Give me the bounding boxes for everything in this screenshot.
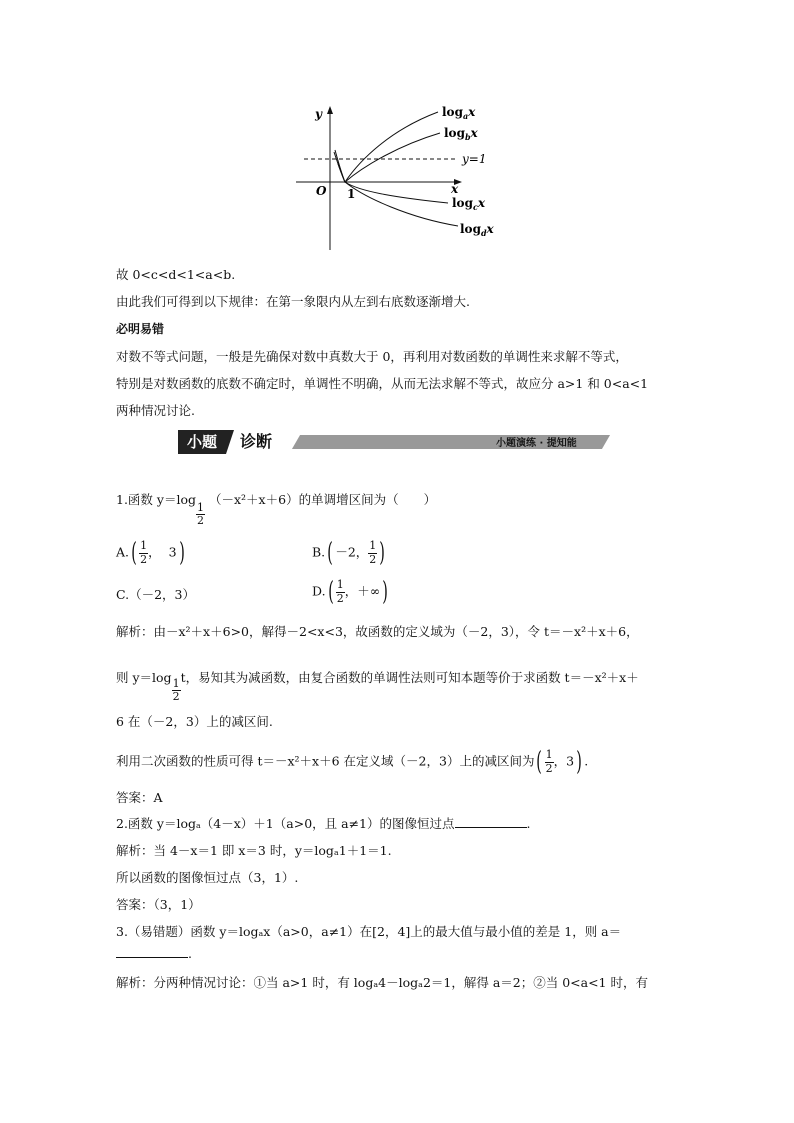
q1-solution-4: 利用二次函数的性质可得 t＝－x²＋x＋6 在定义域（－2，3）上的减区间为( $\frac{1}{2}$ ，3) . (116, 747, 589, 777)
axis-x-label: x (451, 182, 459, 196)
q1-option-a[interactable]: A.( $\frac{1}{2}$ ， 3) (116, 538, 185, 568)
q1-option-b[interactable]: B.( －2， $\frac{1}{2}$ ) (312, 538, 386, 568)
q3-answer-blank[interactable] (116, 947, 188, 958)
q1-solution-3: 6 在（－2，3）上的减区间. (116, 714, 273, 729)
q2-stem: 2.函数 y＝logₐ（4－x）＋1（a>0，且 a≠1）的图像恒过点 . (116, 816, 531, 831)
banner-slash (226, 430, 234, 454)
q3-solution-1: 解析：分两种情况讨论：①当 a>1 时，有 logₐ4－logₐ2＝1，解得 a＝2；②当 0<a<1 时，有 (116, 975, 648, 990)
curve-label-d: $\log_dx$ (460, 222, 494, 238)
hline-label: y=1 (462, 152, 487, 166)
rule-line: 由此我们可得到以下规律：在第一象限内从左到右底数逐渐增大. (116, 294, 470, 309)
banner-mid: 诊断 (240, 432, 273, 451)
y-axis-arrow (327, 106, 333, 114)
q1-solution-2: 则 y＝log $\frac{1}{2}$ t，易知其为减函数，由复合函数的单调性法则可知本题等价于求函数 t＝－x²＋x＋ (116, 670, 639, 704)
section-heading-mistakes: 必明易错 (116, 322, 165, 336)
q2-answer: 答案：（3，1） (116, 897, 201, 912)
axis-y-label: y (315, 107, 322, 121)
mistake-text-3: 两种情况讨论. (116, 403, 195, 418)
curve-log-a (338, 112, 438, 182)
banner-left-box: 小题 (178, 430, 226, 454)
q2-answer-blank[interactable] (455, 815, 527, 828)
curve-label-c: $\log_cx$ (452, 196, 485, 212)
mistake-text-1: 对数不等式问题，一般是先确保对数中真数大于 0，再利用对数函数的单调性来求解不等式， (116, 349, 628, 364)
curve-label-b: $\log_bx$ (444, 126, 478, 142)
q3-stem-blank-line: . (116, 946, 192, 961)
q1-option-c[interactable]: C.（－2，3） (116, 587, 195, 602)
log-graph-figure (290, 100, 500, 255)
q1-answer: 答案：A (116, 790, 163, 805)
q2-solution-1: 解析：当 4－x＝1 即 x＝3 时，y＝logₐ1＋1＝1. (116, 843, 392, 858)
q3-stem: 3.（易错题）函数 y＝logₐx（a>0，a≠1）在[2，4]上的最大值与最小值的差是 1，则 a＝ (116, 924, 622, 939)
q1-stem: 1.函数 y＝log $\frac{1}{2}$ （－x²＋x＋6）的单调增区间为（ ） (116, 492, 437, 528)
conclusion-line: 故 0<c<d<1<a<b. (116, 267, 236, 282)
section-banner (178, 430, 618, 454)
q2-solution-2: 所以函数的图像恒过点（3，1）. (116, 870, 299, 885)
origin-label: O (316, 184, 327, 198)
banner-right: 小题演练 · 提知能 (496, 438, 577, 449)
q1-solution-1: 解析：由－x²＋x＋6>0，解得－2<x<3，故函数的定义域为（－2，3），令 t＝－x²＋x＋6， (116, 624, 639, 639)
one-label: 1 (347, 187, 356, 201)
mistake-text-2: 特别是对数函数的底数不确定时，单调性不明确，从而无法求解不等式，故应分 a>1 和 0<a<1 (116, 376, 649, 391)
curve-label-a: $\log_ax$ (442, 105, 476, 121)
q1-option-d[interactable]: D.( $\frac{1}{2}$ ，＋∞) (312, 577, 389, 607)
